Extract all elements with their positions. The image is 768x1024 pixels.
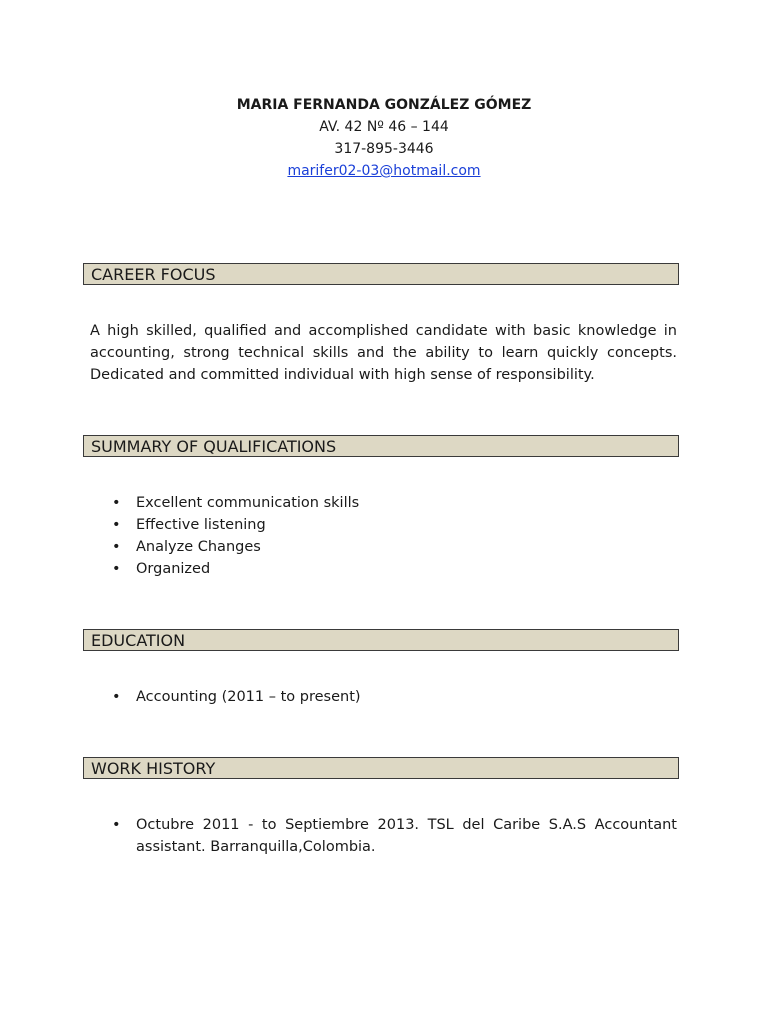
bullet-icon: • (112, 539, 121, 555)
qualifications-list (108, 492, 359, 580)
education-list (108, 686, 361, 708)
address: AV. 42 Nº 46 – 144 (319, 119, 449, 135)
bullet-icon: • (112, 495, 121, 511)
list-item: • Excellent communication skills (108, 492, 359, 514)
list-item: • Octubre 2011 - to Septiembre 2013. TSL del Caribe S.A.S Accountant assistant. Barranquilla,Colombia. (108, 814, 677, 858)
list-item: • Organized (108, 558, 359, 580)
qualifications-heading: SUMMARY OF QUALIFICATIONS (83, 435, 679, 457)
candidate-name: MARIA FERNANDA GONZÁLEZ GÓMEZ (236, 97, 532, 113)
phone-number: 317-895-3446 (334, 141, 434, 157)
bullet-icon: • (112, 689, 121, 705)
bullet-icon: • (112, 517, 121, 533)
work-history-list (108, 814, 677, 858)
bullet-icon: • (112, 561, 121, 577)
education-heading: EDUCATION (83, 629, 679, 651)
list-item: • Effective listening (108, 514, 359, 536)
email-link[interactable]: marifer02-03@hotmail.com (287, 163, 481, 179)
bullet-icon: • (112, 817, 121, 833)
career-focus-text: A high skilled, qualified and accomplished candidate with basic knowledge in accounting, strong technical skills and the ability to learn quickly concepts. Dedicated and committed individual with high sense of responsibility. (90, 323, 677, 383)
contact-header (0, 94, 768, 182)
list-item: • Analyze Changes (108, 536, 359, 558)
list-item: • Accounting (2011 – to present) (108, 686, 361, 708)
career-focus-heading: CAREER FOCUS (83, 263, 679, 285)
work-history-heading: WORK HISTORY (83, 757, 679, 779)
